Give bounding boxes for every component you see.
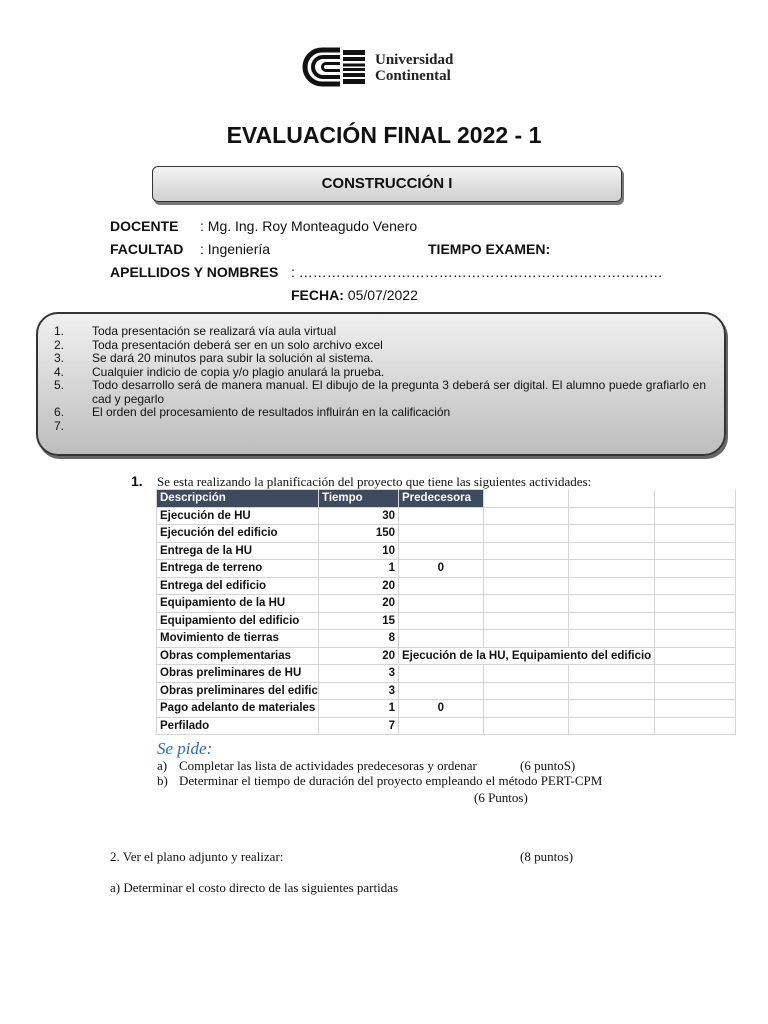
cell-tiempo: 15 [319,612,399,630]
item-b-points: (6 Puntos) [474,790,528,805]
instruction-item [54,339,706,353]
cell-tiempo: 20 [319,595,399,613]
cell-descripcion: Perfilado [157,717,319,735]
empty-cell [655,507,736,525]
col-descripcion: Descripción [157,490,319,508]
cell-tiempo: 3 [319,665,399,683]
cell-predecesora [399,630,484,648]
cell-descripcion: Ejecución del edificio [157,525,319,543]
cell-descripcion: Ejecución de HU [157,507,319,525]
cell-predecesora [399,717,484,735]
cell-tiempo: 20 [319,577,399,595]
cell-descripcion: Pago adelanto de materiales [157,700,319,718]
empty-cell [483,490,569,508]
table-row [157,560,736,578]
question-2-points: (8 puntos) [520,849,574,864]
table-row [157,630,736,648]
empty-cell [483,525,569,543]
item-a-points: (6 puntoS) [520,758,576,773]
empty-cell [569,700,655,718]
empty-cell [569,560,655,578]
instruction-number: 6. [54,405,65,419]
facultad-value: : Ingeniería [200,241,271,257]
apellidos-value: : …………………………………………………………………… [291,264,663,280]
page-title: EVALUACIÓN FINAL 2022 - 1 [226,122,542,148]
empty-cell [483,612,569,630]
col-predecesora: Predecesora [399,490,484,508]
instruction-item [54,325,706,339]
question-1-number: 1. [131,473,143,489]
empty-cell [655,525,736,543]
cell-tiempo: 3 [319,682,399,700]
cell-descripcion: Entrega de la HU [157,542,319,560]
col-tiempo: Tiempo [319,490,399,508]
instruction-item [54,406,706,420]
instructions-box [36,312,726,456]
university-logo-icon [300,46,368,88]
empty-cell [569,507,655,525]
facultad-label: FACULTAD [110,241,184,257]
docente-value: : Mg. Ing. Roy Monteagudo Venero [200,218,418,234]
fecha: FECHA: 05/07/2022 [291,287,418,303]
item-a-text: Completar las lista de actividades predecesoras y ordenar [179,758,477,773]
tiempo-examen-label: TIEMPO EXAMEN: [428,241,551,257]
table-row [157,700,736,718]
instructions-list [54,325,706,433]
docente-label: DOCENTE [110,218,179,234]
cell-tiempo: 30 [319,507,399,525]
table-row [157,542,736,560]
cell-tiempo: 20 [319,647,399,665]
instruction-number: 7. [54,418,65,433]
table-row [157,665,736,683]
instruction-item [54,420,706,434]
empty-cell [483,560,569,578]
se-pide-heading: Se pide: [157,739,213,758]
item-a-letter: a) [157,758,168,773]
empty-cell [483,507,569,525]
table-row [157,595,736,613]
cell-predecesora: 0 [399,700,484,718]
empty-cell [483,682,569,700]
empty-cell [655,665,736,683]
empty-cell [483,700,569,718]
instruction-number: 4. [54,364,65,379]
empty-cell [655,700,736,718]
instruction-number: 3. [54,351,65,365]
cell-tiempo: 7 [319,717,399,735]
empty-cell [483,717,569,735]
empty-cell [569,577,655,595]
empty-cell [569,717,655,735]
empty-cell [655,577,736,595]
cell-descripcion: Equipamiento del edificio [157,612,319,630]
cell-descripcion: Equipamiento de la HU [157,595,319,613]
question-2-text: 2. Ver el plano adjunto y realizar: [110,849,284,864]
instruction-text [92,420,706,434]
cell-descripcion: Obras preliminares de HU [157,665,319,683]
instruction-item [54,366,706,380]
empty-cell [655,490,736,508]
empty-cell [483,577,569,595]
cell-tiempo: 1 [319,560,399,578]
table-row [157,577,736,595]
item-b-text: Determinar el tiempo de duración del proyecto empleando el método PERT-CPM [179,773,603,788]
table-row [157,647,736,665]
empty-cell [569,612,655,630]
instruction-text: Se dará 20 minutos para subir la solución al sistema. [92,351,374,365]
question-1-text: Se esta realizando la planificación del proyecto que tiene las siguientes actividades: [157,474,592,489]
empty-cell [655,560,736,578]
fecha-value: 05/07/2022 [347,287,418,303]
cell-tiempo: 8 [319,630,399,648]
activities-table [156,489,736,735]
empty-cell [655,595,736,613]
cell-predecesora: Ejecución de la HU, Equipamiento del edificio [399,647,655,665]
instruction-text: Toda presentación deberá ser en un solo archivo excel [92,337,383,352]
logo-line-2: Continental [375,68,451,84]
cell-predecesora [399,595,484,613]
empty-cell [569,525,655,543]
cell-predecesora [399,577,484,595]
empty-cell [569,490,655,508]
instruction-number: 2. [54,337,65,352]
instruction-text: Toda presentación se realizará vía aula virtual [92,324,337,338]
apellidos-label: APELLIDOS Y NOMBRES [110,264,279,280]
empty-cell [483,595,569,613]
instruction-number: 1. [54,324,65,338]
table-row [157,507,736,525]
table-header-row [157,490,736,508]
empty-cell [655,542,736,560]
cell-tiempo: 150 [319,525,399,543]
empty-cell [569,630,655,648]
cell-predecesora [399,682,484,700]
cell-predecesora [399,542,484,560]
cell-descripcion: Obras complementarias [157,647,319,665]
empty-cell [483,630,569,648]
empty-cell [569,542,655,560]
cell-predecesora [399,612,484,630]
cell-predecesora: 0 [399,560,484,578]
cell-descripcion: Entrega de terreno [157,560,319,578]
cell-descripcion: Entrega del edificio [157,577,319,595]
item-b-letter: b) [157,773,168,788]
cell-tiempo: 10 [319,542,399,560]
empty-cell [655,612,736,630]
empty-cell [569,595,655,613]
empty-cell [655,647,736,665]
instruction-text: Cualquier indicio de copia y/o plagio anulará la prueba. [92,364,385,379]
instruction-text: Todo desarrollo será de manera manual. El dibujo de la pregunta 3 deberá ser digital. El alumno puede grafiarlo en cad y pegarlo [92,378,706,406]
empty-cell [483,542,569,560]
instruction-item [54,379,706,406]
empty-cell [569,682,655,700]
empty-cell [483,665,569,683]
empty-cell [569,665,655,683]
cell-tiempo: 1 [319,700,399,718]
empty-cell [655,630,736,648]
table-row [157,525,736,543]
logo-text [375,52,453,84]
table-row [157,612,736,630]
instruction-number: 5. [54,378,65,392]
course-title: CONSTRUCCIÓN I [152,166,622,202]
instruction-item [54,352,706,366]
table-row [157,717,736,735]
table-row [157,682,736,700]
empty-cell [655,717,736,735]
question-2-item-a: a) Determinar el costo directo de las siguientes partidas [110,880,399,895]
cell-predecesora [399,525,484,543]
logo-line-1: Universidad [375,52,454,68]
cell-descripcion: Obras preliminares del edific [157,682,319,700]
cell-descripcion: Movimiento de tierras [157,630,319,648]
instruction-text: El orden del procesamiento de resultados influirán en la calificación [92,405,451,419]
cell-predecesora [399,507,484,525]
empty-cell [655,682,736,700]
cell-predecesora [399,665,484,683]
